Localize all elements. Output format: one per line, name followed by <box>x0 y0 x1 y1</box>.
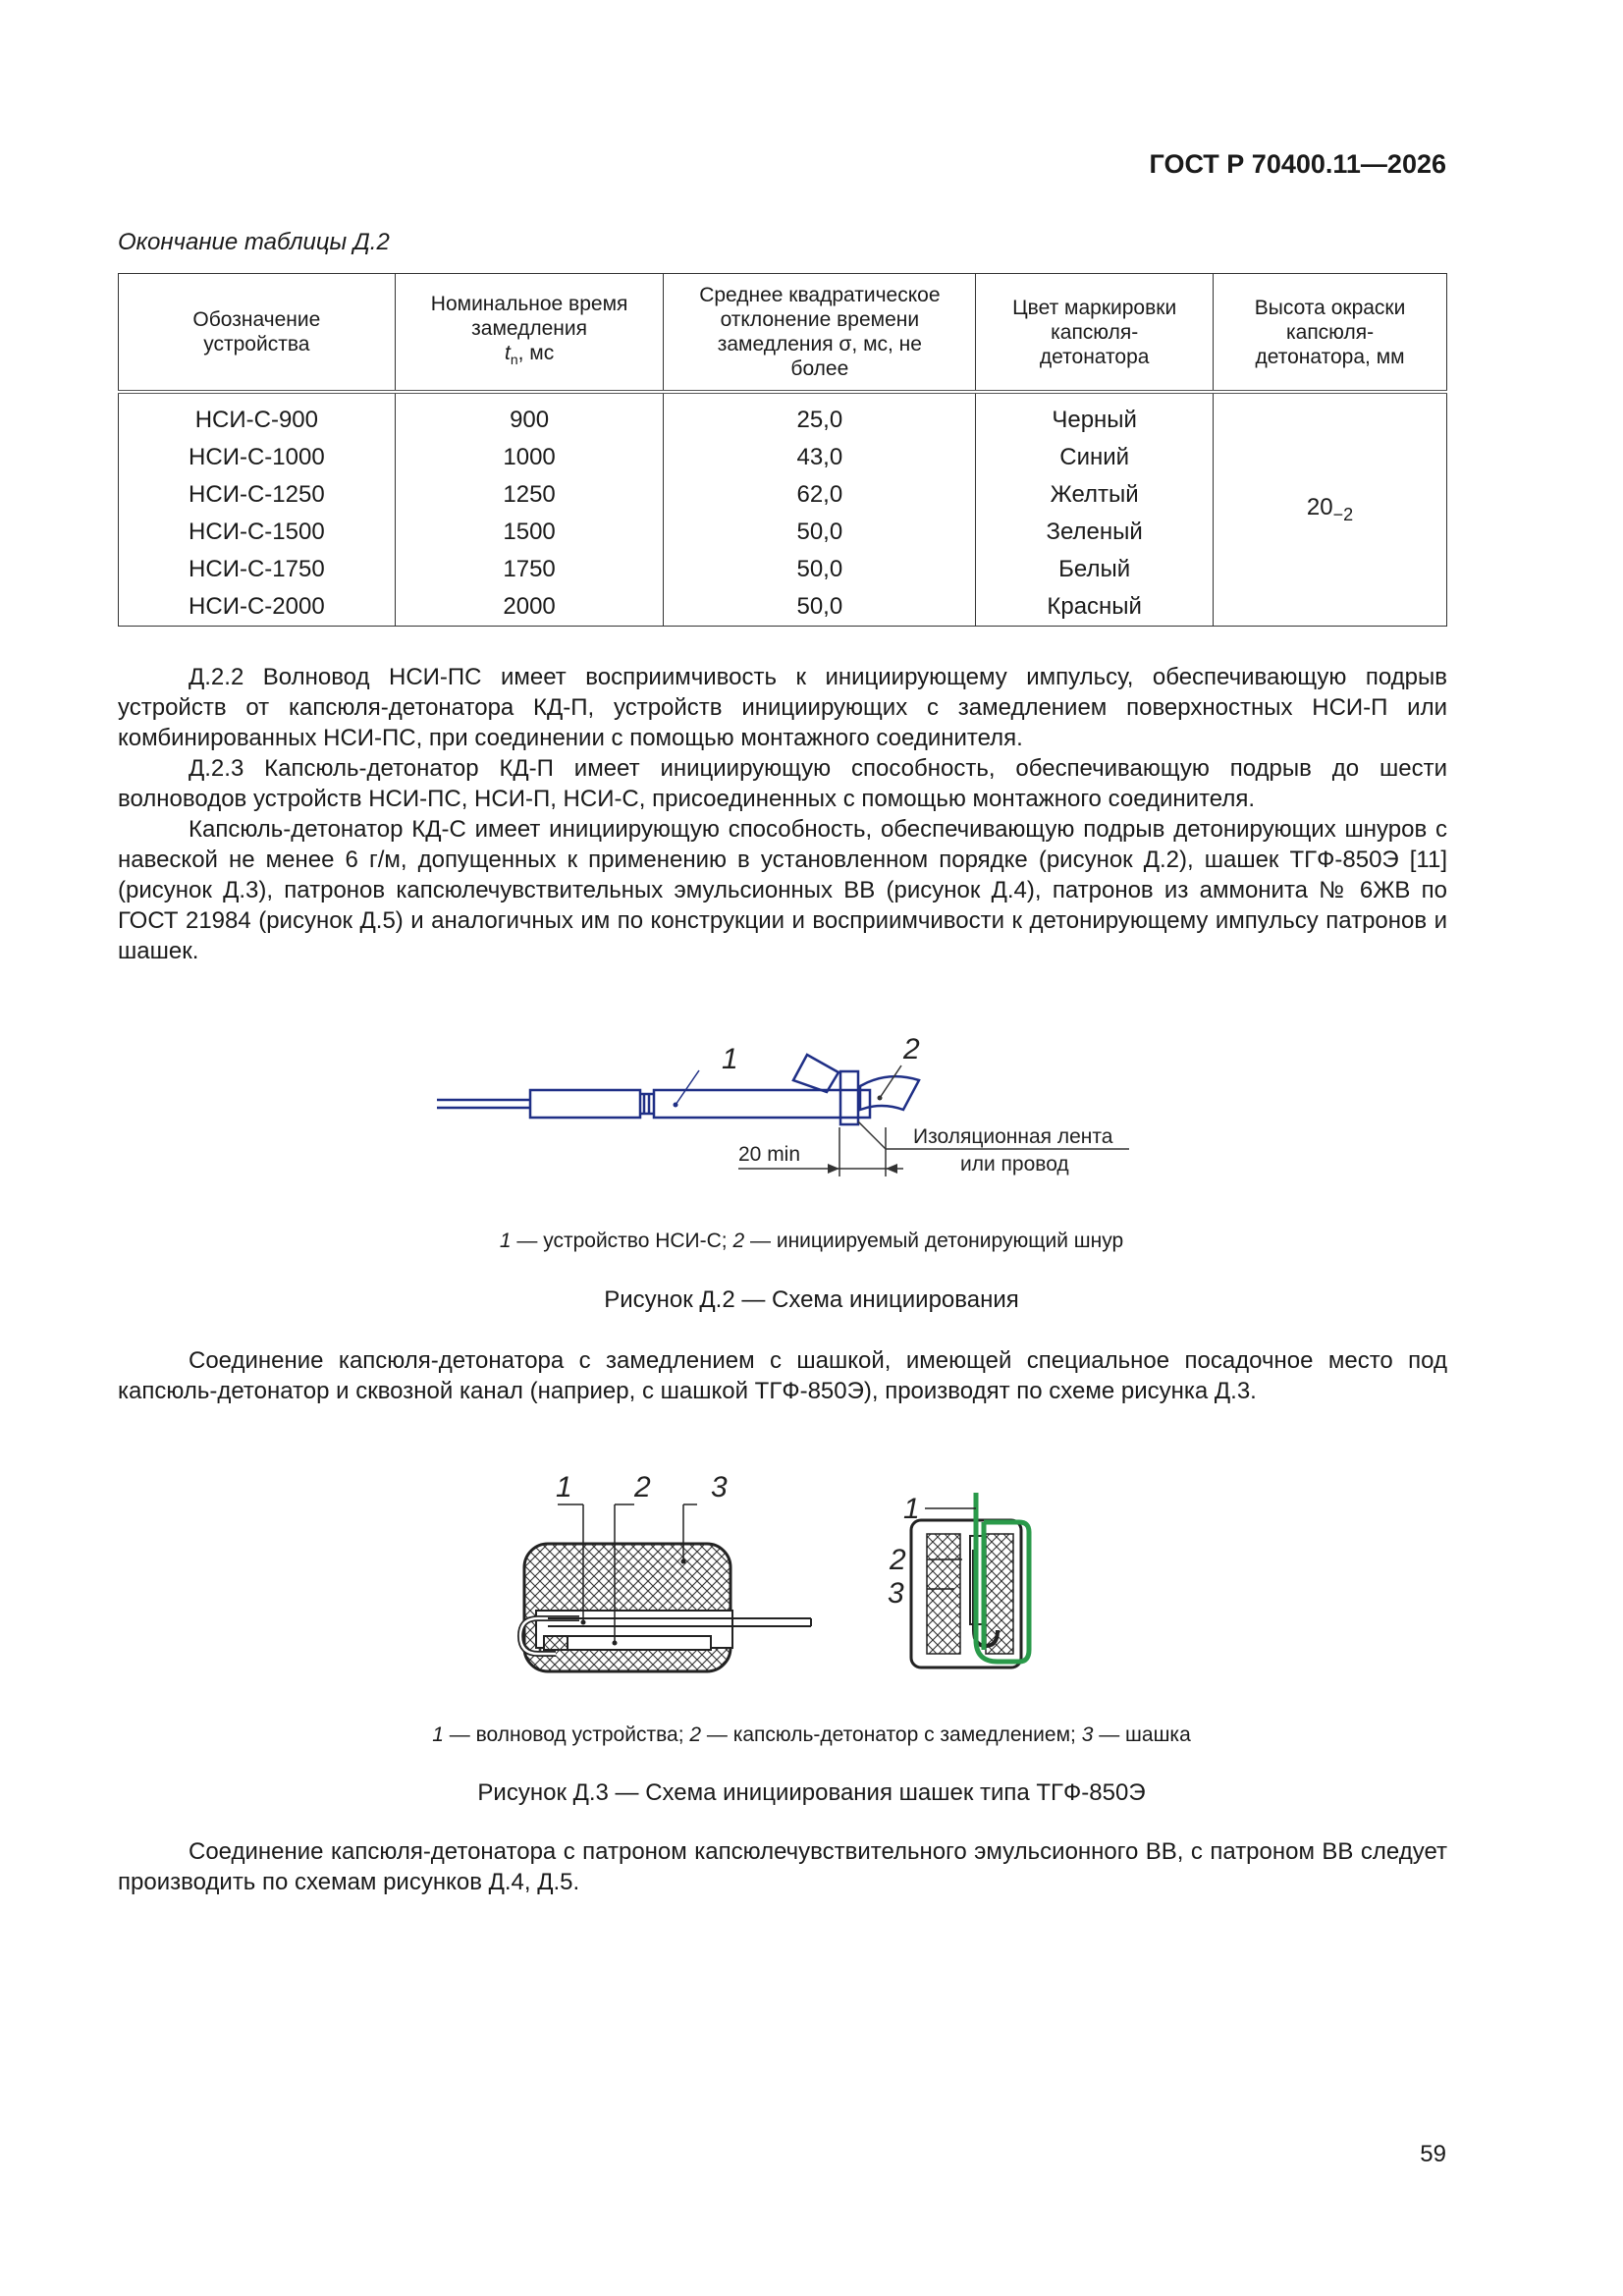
document-number: ГОСТ Р 70400.11—2026 <box>1149 149 1446 179</box>
cell-sigma: 50,0 <box>664 588 976 627</box>
cell-sigma: 43,0 <box>664 439 976 476</box>
cell-device: НСИ-С-1750 <box>119 551 396 588</box>
paint-height-tolerance: −2 <box>1332 504 1354 524</box>
callout-insulation-tape: Изоляционная лента <box>913 1125 1113 1148</box>
callout-or-wire: или провод <box>960 1153 1069 1175</box>
figure-d3-label-2: 2 <box>634 1471 651 1503</box>
figure-d2-label-1: 1 <box>722 1043 738 1075</box>
paint-height-value: 20 <box>1306 494 1333 521</box>
dimension-20-min: 20 min <box>738 1143 801 1166</box>
figure-d3-title: Рисунок Д.3 — Схема инициирования шашек типа ТГФ-850Э <box>477 1779 1146 1806</box>
figure-d2-legend: 1 — устройство НСИ-С; 2 — инициируемый детонирующий шнур <box>499 1230 1124 1252</box>
cell-time: 1750 <box>395 551 664 588</box>
cell-sigma: 50,0 <box>664 551 976 588</box>
cell-color: Черный <box>976 392 1214 439</box>
cell-color: Желтый <box>976 476 1214 514</box>
cell-device: НСИ-С-2000 <box>119 588 396 627</box>
table-caption: Окончание таблицы Д.2 <box>118 229 390 255</box>
figure-d3-right-label-3: 3 <box>888 1577 904 1610</box>
cell-time: 1250 <box>395 476 664 514</box>
cell-color: Красный <box>976 588 1214 627</box>
col-header-time: Номинальное время замедления $t_n$, мс <box>395 274 664 393</box>
cell-time: 1500 <box>395 514 664 551</box>
paragraph-d22: Д.2.2 Волновод НСИ-ПС имеет восприимчивость к инициирующему импульсу, обеспечивающую подрыв устройств от капсюля-детонатора КД-П, устройств инициирующих с замедлением поверхностных НСИ-П или комбинированных НСИ-ПС, при соединении с помощью монтажного соединителя. <box>118 664 1447 751</box>
cell-sigma: 25,0 <box>664 392 976 439</box>
cell-paint-height <box>1214 392 1447 627</box>
col-header-height: Высота окраски капсюля-детонатора, мм <box>1214 274 1447 393</box>
table-row <box>119 392 1447 439</box>
paragraph-tgf-connection: Соединение капсюля-детонатора с замедлением с шашкой, имеющей специальное посадочное место под капсюль-детонатор и сквозной канал (наприер, с шашкой ТГФ-850Э), производят по схеме рисунка Д.3. <box>118 1347 1447 1404</box>
cell-device: НСИ-С-900 <box>119 392 396 439</box>
paragraph-d23: Д.2.3 Капсюль-детонатор КД-П имеет инициирующую способность, обеспечивающую подрыв до шести волноводов устройств НСИ-ПС, НСИ-П, НСИ-С, присоединенных с помощью монтажного соединителя. <box>118 755 1447 812</box>
figure-d3-label-1: 1 <box>556 1471 572 1503</box>
cell-sigma: 62,0 <box>664 476 976 514</box>
col-header-color: Цвет маркировки капсюля-детонатора <box>976 274 1214 393</box>
cell-time: 1000 <box>395 439 664 476</box>
cell-color: Синий <box>976 439 1214 476</box>
cell-color: Зеленый <box>976 514 1214 551</box>
figure-d3-right-label-1: 1 <box>903 1493 920 1525</box>
cell-device: НСИ-С-1250 <box>119 476 396 514</box>
figure-d2-label-2: 2 <box>903 1033 920 1066</box>
cell-color: Белый <box>976 551 1214 588</box>
figure-d2-title: Рисунок Д.2 — Схема инициирования <box>604 1286 1019 1313</box>
page-number: 59 <box>1420 2141 1446 2167</box>
cell-sigma: 50,0 <box>664 514 976 551</box>
cell-time: 2000 <box>395 588 664 627</box>
cell-device: НСИ-С-1500 <box>119 514 396 551</box>
table-header-row <box>119 274 1447 393</box>
paragraph-kd-s: Капсюль-детонатор КД-С имеет инициирующую способность, обеспечивающую подрыв детонирующих шнуров с навеской не менее 6 г/м, допущенных к применению в установленном порядке (рисунок Д.2), шашек ТГФ-850Э [11] (рисунок Д.3), патронов капсюлечувствительных эмульсионных ВВ (рисунок Д.4), патронов из аммонита № 6ЖВ по ГОСТ 21984 (рисунок Д.5) и аналогичных им по конструкции и восприимчивости к детонирующему импульсу патронов и шашек. <box>118 816 1447 964</box>
figure-d3-diagram <box>501 1453 1129 1689</box>
figure-d2-diagram <box>422 1011 1168 1193</box>
paragraph-emulsion-connection: Соединение капсюля-детонатора с патроном капсюлечувствительного эмульсионного ВВ, с патроном ВВ следует производить по схемам рисунков Д.4, Д.5. <box>118 1838 1447 1895</box>
figure-d3-right-label-2: 2 <box>890 1544 906 1576</box>
delay-table <box>118 273 1447 627</box>
cell-time: 900 <box>395 392 664 439</box>
col-header-device: Обозначение устройства <box>119 274 396 393</box>
figure-d3-label-3: 3 <box>711 1471 728 1503</box>
figure-d3-legend: 1 — волновод устройства; 2 — капсюль-детонатор с замедлением; 3 — шашка <box>432 1723 1191 1746</box>
col-header-sigma: Среднее квадратическое отклонение времени замедления σ, мс, не более <box>664 274 976 393</box>
cell-device: НСИ-С-1000 <box>119 439 396 476</box>
